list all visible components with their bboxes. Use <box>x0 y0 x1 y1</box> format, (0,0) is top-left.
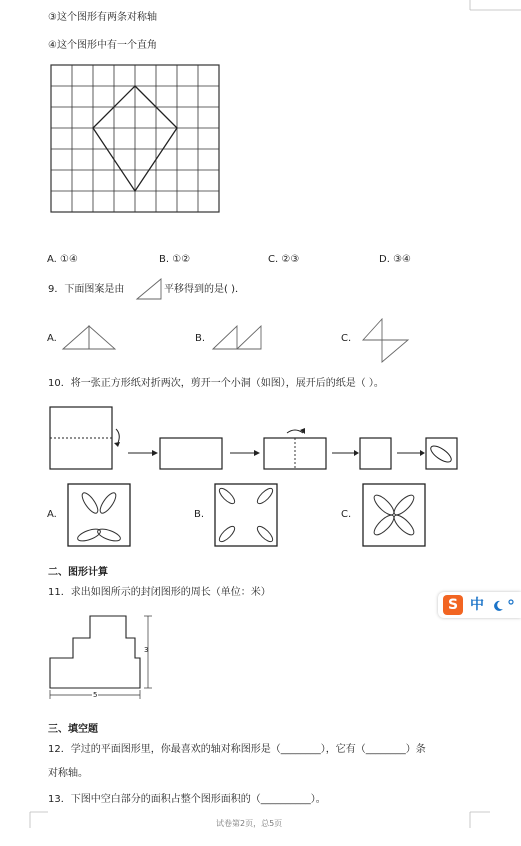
q9-option-b-figure <box>212 325 264 351</box>
ime-logo-icon[interactable]: S <box>443 595 463 615</box>
ime-mode-toggle[interactable]: 中 <box>470 597 484 613</box>
q8-option-b[interactable]: B. ①② <box>159 254 191 265</box>
q10-option-c-figure <box>362 483 426 547</box>
q10-text: 10．将一张正方形纸对折两次，剪开一个小洞（如图），展开后的纸是（ ）。 <box>48 378 384 389</box>
q8-statement-3: ③这个图形有两条对称轴 <box>48 12 157 23</box>
page-footer: 试卷第2页，总5页 <box>216 819 283 828</box>
q10-folding-sequence <box>48 405 468 475</box>
q9-option-c-label[interactable]: C. <box>341 333 352 344</box>
q13-text: 13．下图中空白部分的面积占整个图形面积的（__________）。 <box>48 794 326 805</box>
q11-stepped-figure <box>48 610 158 700</box>
q8-statement-4: ④这个图形中有一个直角 <box>48 40 157 51</box>
q11-width-label: 5 <box>93 691 98 699</box>
ime-toolbar[interactable] <box>438 592 521 618</box>
q9-prefix: 9．下面图案是由 <box>48 284 125 295</box>
q12-line-1: 12．学过的平面图形里，你最喜欢的轴对称图形是（________），它有（________）条 <box>48 744 426 755</box>
q9-option-b-label[interactable]: B. <box>195 333 206 344</box>
q8-option-c[interactable]: C. ②③ <box>268 254 300 265</box>
q12-line-2: 对称轴。 <box>48 768 88 779</box>
section-2-title: 二、图形计算 <box>48 567 108 578</box>
moon-icon[interactable] <box>492 600 504 612</box>
q8-option-d[interactable]: D. ③④ <box>379 254 412 265</box>
section-3-title: 三、填空题 <box>48 724 98 735</box>
q10-option-c-label[interactable]: C. <box>341 509 352 520</box>
punctuation-icon[interactable] <box>508 599 516 611</box>
q9-suffix: 平移得到的是( )． <box>164 284 245 295</box>
q9-option-a-figure <box>62 325 117 351</box>
q10-option-a-figure <box>67 483 131 547</box>
q9-option-c-figure <box>362 318 412 364</box>
q11-text: 11．求出如图所示的封闭图形的周长（单位：米） <box>48 587 271 598</box>
q9-option-a-label[interactable]: A. <box>47 333 57 344</box>
q10-option-b-figure <box>214 483 278 547</box>
grid-kite-figure <box>50 64 220 214</box>
q8-option-a[interactable]: A. ①④ <box>47 254 78 265</box>
q9-triangle-icon <box>136 278 162 300</box>
q10-option-a-label[interactable]: A. <box>47 509 57 520</box>
q11-height-label: 3 <box>144 646 149 654</box>
q10-option-b-label[interactable]: B. <box>194 509 205 520</box>
